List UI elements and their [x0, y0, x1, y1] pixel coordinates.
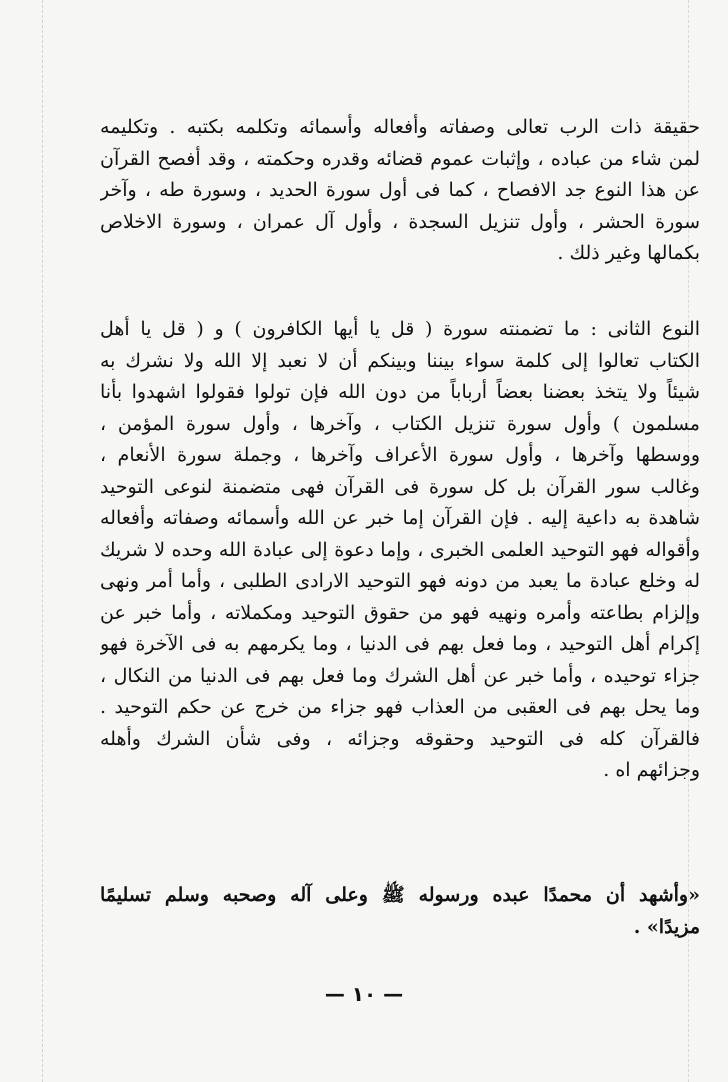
paragraph-3: [100, 880, 700, 943]
text-line: فالقرآن كله فى التوحيد وحقوقه وجزائه ، وفى شأن الشرك وأهله: [100, 727, 700, 750]
scan-edge-left: [42, 0, 43, 1082]
text-line: مزيدًا» .: [633, 915, 700, 938]
text-line: وإلزام بطاعته وأمره ونهيه فهو من حقوق التوحيد ومكملاته ، وأما خبر عن: [100, 601, 700, 624]
text-line: مسلمون ) وأول سورة تنزيل الكتاب ، وآخرها ، وأول سورة المؤمن ،: [100, 412, 700, 435]
text-line: ووسطها وآخرها ، وأول سورة الأعراف وآخرها ، وجملة سورة الأنعام ،: [100, 444, 700, 466]
text-line: له وخلع عبادة ما يعبد من دونه فهو التوحيد الارادى الطلبى ، وأما أمر ونهى: [100, 570, 700, 592]
text-line: شيئاً ولا يتخذ بعضنا بعضاً أرباباً من دون الله فإن تولوا فقولوا اشهدوا بأنا: [100, 381, 700, 403]
text-line: وما يحل بهم فى العقبى من العذاب فهو جزاء من خرج عن حكم التوحيد .: [100, 696, 700, 718]
text-line: لمن شاء من عباده ، وإثبات عموم قضائه وقدره وحكمته ، وقد أفصح القرآن: [100, 147, 700, 170]
text-line: الكتاب تعالوا إلى كلمة سواء بيننا وبينكم أن لا نعبد إلا الله ولا نشرك به: [100, 349, 700, 372]
text-line: حقيقة ذات الرب تعالى وصفاته وأفعاله وأسمائه وتكلمه بكتبه . وتكليمه: [100, 116, 700, 138]
paragraph-2: [100, 314, 700, 787]
text-line: شاهدة به داعية إليه . فإن القرآن إما خبر عن الله وأسمائه وصفاته وأفعاله: [100, 507, 700, 529]
text-line: بكمالها وغير ذلك .: [557, 242, 700, 264]
text-line: جزاء توحيده ، وأما خبر عن أهل الشرك وما فعل بهم فى الدنيا من النكال ،: [100, 664, 700, 687]
text-line: عن هذا النوع جد الافصاح ، كما فى أول سورة الحديد ، وسورة طه ، وآخر: [100, 179, 700, 201]
text-line: وأقواله فهو التوحيد العلمى الخبرى ، وإما دعوة إلى عبادة الله وحده لا شريك: [100, 538, 700, 561]
text-line: وجزائهم اه .: [603, 759, 700, 781]
text-line: إكرام أهل التوحيد ، وما فعل بهم فى الدنيا ، وما يكرمهم به فى الآخرة فهو: [100, 633, 700, 655]
text-line: «وأشهد أن محمدًا عبده ورسوله ﷺ وعلى آله وصحبه وسلم تسليمًا: [100, 884, 700, 906]
text-line: سورة الحشر ، وأول تنزيل السجدة ، وأول آل عمران ، وسورة الاخلاص: [100, 210, 700, 233]
paragraph-1: [100, 112, 700, 270]
text-line: النوع الثانى : ما تضمنته سورة ( قل يا أيها الكافرون ) و ( قل يا أهل: [100, 318, 700, 340]
text-line: وغالب سور القرآن بل كل سورة فى القرآن فهى متضمنة لنوعى التوحيد: [100, 475, 700, 498]
page-number: — ١٠ —: [324, 982, 404, 1006]
